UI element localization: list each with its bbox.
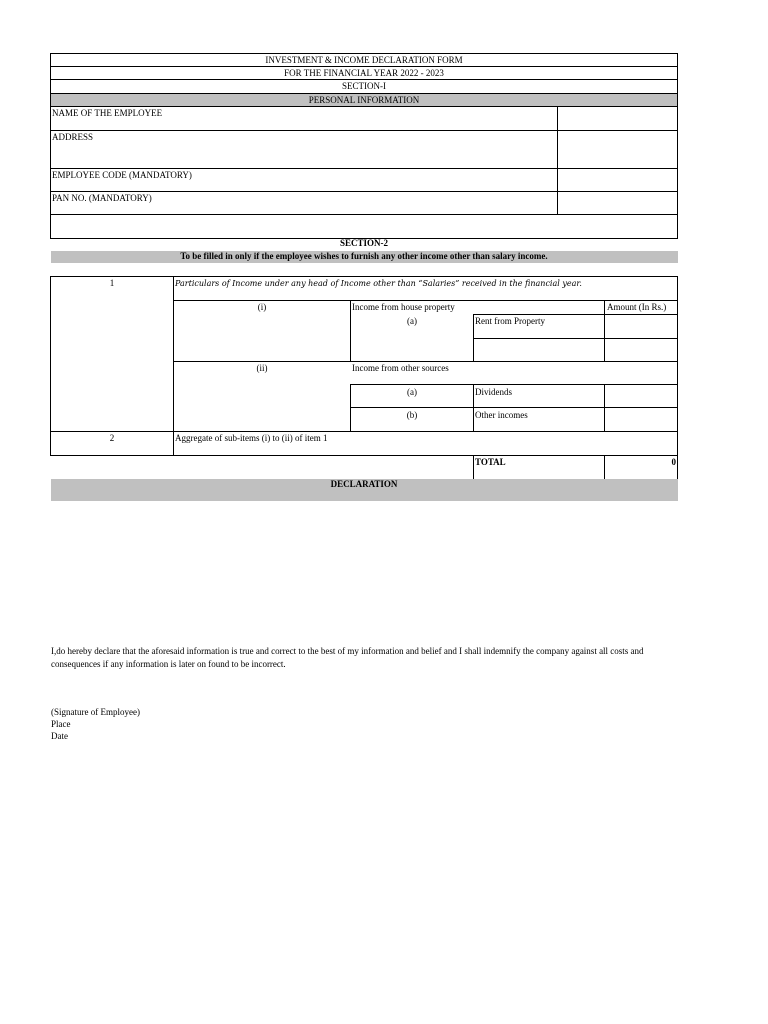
item-1-description: Particulars of Income under any head of Income other than “Salaries” received in the financial year. — [175, 279, 582, 288]
section-1-label: SECTION-I — [342, 81, 386, 91]
employee-code-label: EMPLOYEE CODE (MANDATORY) — [52, 170, 192, 180]
rent-number: (a) — [407, 316, 417, 326]
financial-year: FOR THE FINANCIAL YEAR 2022 - 2023 — [284, 68, 444, 78]
date-label: Date — [51, 731, 68, 741]
declaration-text: I,do hereby declare that the aforesaid information is true and correct to the best of my information and belief and I shall indemnify the company against all costs and consequences if any information is later on found to be incorrect. — [51, 646, 644, 669]
dividends-label: Dividends — [475, 387, 512, 397]
address-label: ADDRESS — [52, 132, 94, 142]
section-2-note: To be filled in only if the employee wishes to furnish any other income other than salary income. — [180, 251, 548, 261]
extra-amount-field[interactable] — [607, 340, 675, 360]
amount-header: Amount (In Rs.) — [607, 302, 667, 312]
rent-from-property-label: Rent from Property — [475, 316, 545, 326]
signature-label: (Signature of Employee) — [51, 707, 140, 717]
item-1-number: 1 — [109, 278, 115, 288]
item-2-number: 2 — [109, 433, 115, 443]
house-property-label: Income from house property — [352, 302, 455, 312]
other-incomes-label: Other incomes — [475, 410, 528, 420]
total-value: 0 — [671, 457, 676, 467]
dividends-number: (a) — [407, 387, 417, 397]
item-2-description: Aggregate of sub-items (i) to (ii) of item 1 — [175, 433, 328, 443]
employee-name-label: NAME OF THE EMPLOYEE — [52, 108, 163, 118]
declaration-heading: DECLARATION — [330, 479, 398, 489]
other-sources-label: Income from other sources — [352, 363, 449, 373]
sub-item-ii-number: (ii) — [256, 363, 268, 373]
form-title: INVESTMENT & INCOME DECLARATION FORM — [265, 55, 463, 65]
place-label: Place — [51, 719, 71, 729]
sub-item-i-number: (i) — [257, 302, 267, 312]
total-label: TOTAL — [475, 457, 506, 467]
other-incomes-number: (b) — [406, 410, 418, 420]
personal-info-heading: PERSONAL INFORMATION — [308, 95, 420, 105]
pan-label: PAN NO. (MANDATORY) — [52, 193, 152, 203]
section-2-title: SECTION-2 — [339, 238, 388, 248]
